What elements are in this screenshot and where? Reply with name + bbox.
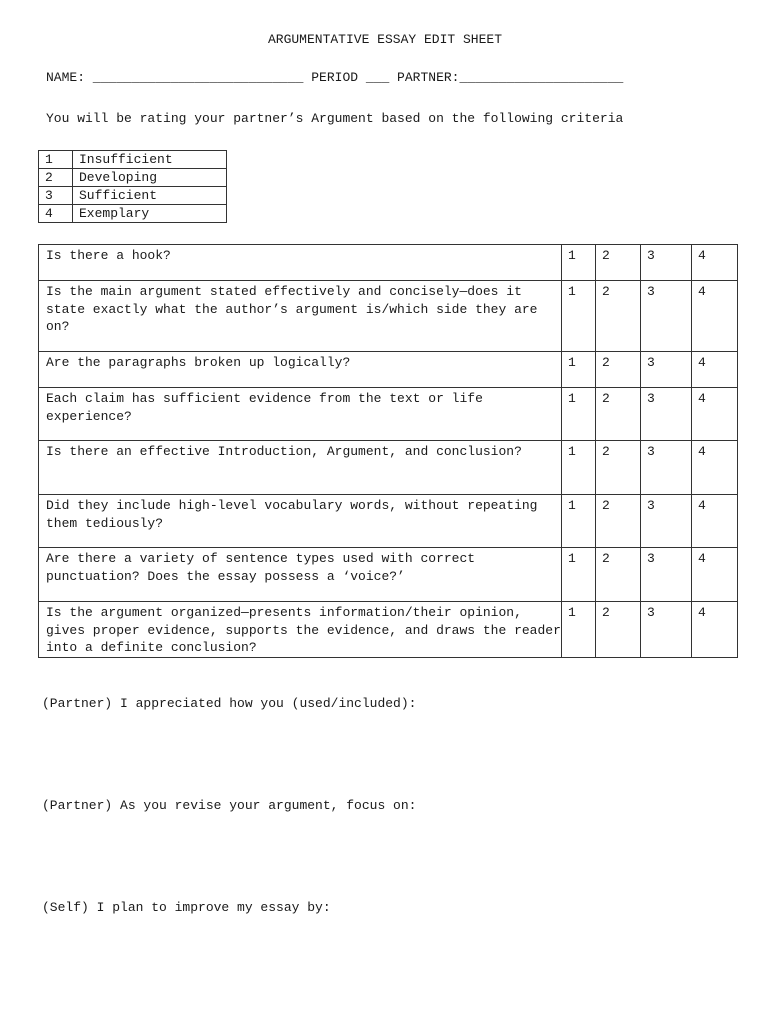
score-3[interactable]: 3 [641, 388, 692, 441]
scale-label: Exemplary [73, 205, 227, 223]
score-3[interactable]: 3 [641, 245, 692, 281]
score-1[interactable]: 1 [562, 602, 596, 658]
score-3[interactable]: 3 [641, 281, 692, 352]
criterion-text: Are the paragraphs broken up logically? [39, 352, 562, 388]
score-4[interactable]: 4 [692, 245, 738, 281]
score-3[interactable]: 3 [641, 495, 692, 548]
score-1[interactable]: 1 [562, 548, 596, 602]
scale-number: 2 [39, 169, 73, 187]
score-1[interactable]: 1 [562, 441, 596, 495]
score-1[interactable]: 1 [562, 352, 596, 388]
score-2[interactable]: 2 [596, 245, 641, 281]
score-2[interactable]: 2 [596, 548, 641, 602]
score-4[interactable]: 4 [692, 352, 738, 388]
score-2[interactable]: 2 [596, 352, 641, 388]
self-improvement-prompt: (Self) I plan to improve my essay by: [42, 900, 331, 915]
criterion-text: Are there a variety of sentence types used with correct punctuation? Does the essay possess a ‘voice?’ [39, 548, 562, 602]
score-3[interactable]: 3 [641, 441, 692, 495]
criterion-text: Is there an effective Introduction, Argument, and conclusion? [39, 441, 562, 495]
score-4[interactable]: 4 [692, 281, 738, 352]
score-4[interactable]: 4 [692, 388, 738, 441]
score-1[interactable]: 1 [562, 281, 596, 352]
criterion-text: Is the main argument stated effectively and concisely—does it state exactly what the author’s argument is/which side they are on? [39, 281, 562, 352]
scale-row [39, 169, 227, 187]
partner-appreciation-prompt: (Partner) I appreciated how you (used/included): [42, 696, 417, 711]
score-2[interactable]: 2 [596, 388, 641, 441]
scale-number: 1 [39, 151, 73, 169]
scale-number: 3 [39, 187, 73, 205]
score-4[interactable]: 4 [692, 441, 738, 495]
criterion-text: Is there a hook? [39, 245, 562, 281]
criterion-text: Each claim has sufficient evidence from the text or life experience? [39, 388, 562, 441]
partner-focus-prompt: (Partner) As you revise your argument, focus on: [42, 798, 417, 813]
criterion-text: Is the argument organized—presents information/their opinion, gives proper evidence, supports the evidence, and draws the reader into a definite conclusion? [39, 602, 562, 658]
score-3[interactable]: 3 [641, 352, 692, 388]
name-period-partner-line: NAME: ___________________________ PERIOD ___ PARTNER:_____________________ [46, 70, 624, 85]
rubric-row [39, 281, 738, 352]
rubric-row [39, 495, 738, 548]
scale-row [39, 151, 227, 169]
scale-label: Sufficient [73, 187, 227, 205]
score-4[interactable]: 4 [692, 495, 738, 548]
scale-label: Insufficient [73, 151, 227, 169]
scale-row [39, 187, 227, 205]
scale-label: Developing [73, 169, 227, 187]
rubric-row [39, 245, 738, 281]
criterion-text: Did they include high-level vocabulary words, without repeating them tediously? [39, 495, 562, 548]
rubric-row [39, 441, 738, 495]
scale-number: 4 [39, 205, 73, 223]
score-2[interactable]: 2 [596, 602, 641, 658]
score-4[interactable]: 4 [692, 602, 738, 658]
scale-row [39, 205, 227, 223]
rubric-row [39, 548, 738, 602]
rubric-table [38, 244, 738, 658]
page-title: ARGUMENTATIVE ESSAY EDIT SHEET [267, 32, 503, 47]
score-2[interactable]: 2 [596, 441, 641, 495]
rating-scale-table [38, 150, 227, 223]
rubric-row [39, 388, 738, 441]
score-3[interactable]: 3 [641, 602, 692, 658]
score-1[interactable]: 1 [562, 388, 596, 441]
score-2[interactable]: 2 [596, 495, 641, 548]
score-2[interactable]: 2 [596, 281, 641, 352]
score-4[interactable]: 4 [692, 548, 738, 602]
rubric-row [39, 602, 738, 658]
score-1[interactable]: 1 [562, 245, 596, 281]
score-3[interactable]: 3 [641, 548, 692, 602]
rubric-row [39, 352, 738, 388]
score-1[interactable]: 1 [562, 495, 596, 548]
instructions-text: You will be rating your partner’s Argument based on the following criteria [46, 111, 624, 126]
